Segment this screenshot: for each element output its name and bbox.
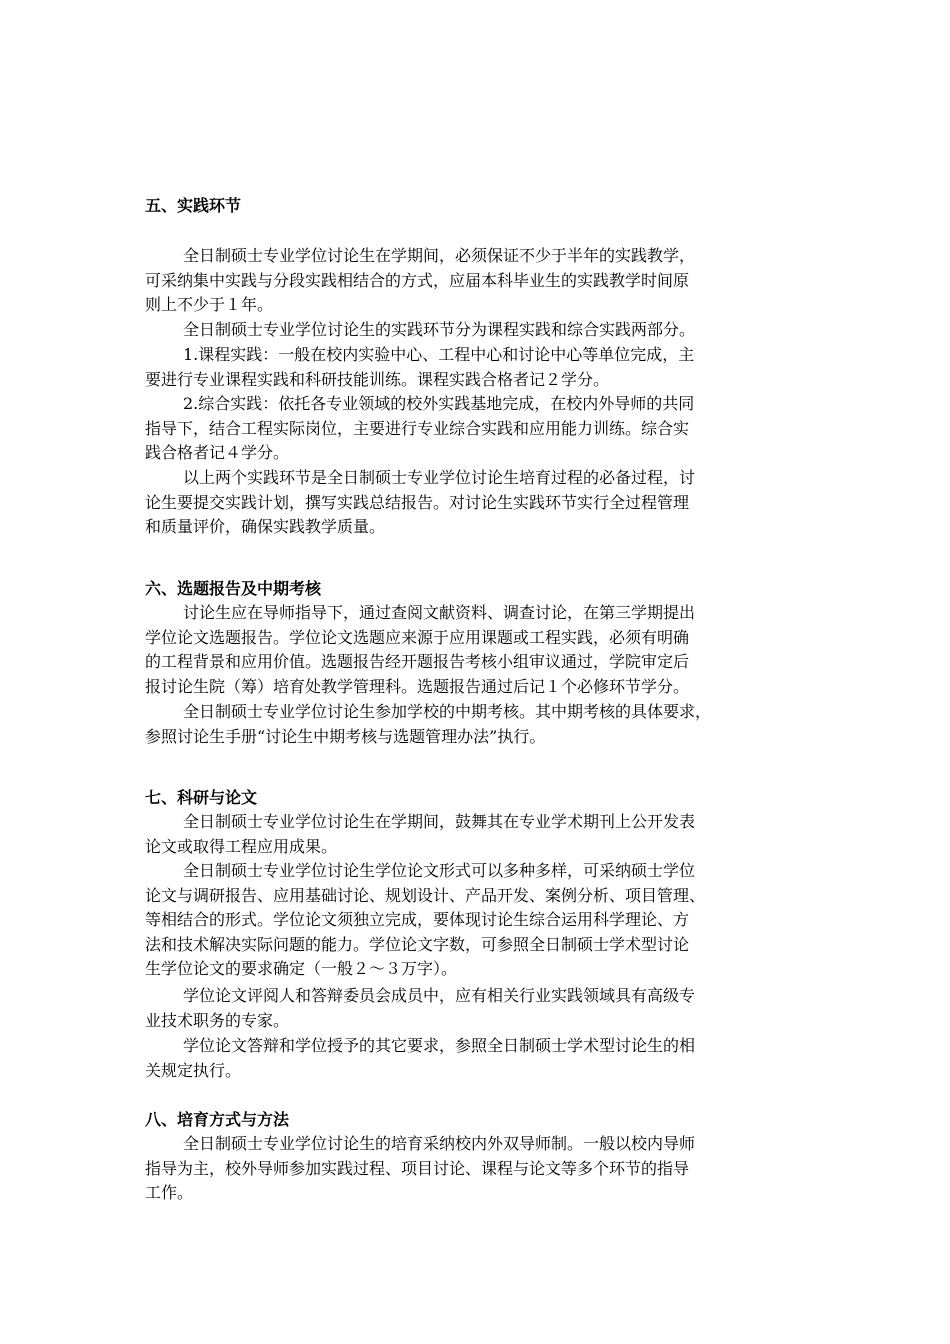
paragraph	[145, 318, 810, 343]
text-line: 学位论文选题报告。学位论文选题应来源于应用课题或工程实践，必须有明确	[145, 627, 690, 647]
paragraph	[145, 1034, 810, 1083]
section-heading-training: 八、培育方式与方法	[145, 1110, 290, 1129]
text-line: 全日制硕士专业学位讨论生的实践环节分为课程实践和综合实践两部分。	[183, 320, 696, 339]
paragraph	[145, 1132, 810, 1206]
text-line: 论文与调研报告、应用基础讨论、规划设计、产品开发、案例分析、项目管理、	[145, 885, 706, 905]
section-heading-research: 七、科研与论文	[145, 788, 258, 807]
text-line: 学位论文评阅人和答辩委员会成员中，应有相关行业实践领域具有高级专	[183, 986, 696, 1005]
text-line: 论生要提交实践计划，撰写实践总结报告。对讨论生实践环节实行全过程管理	[145, 492, 690, 512]
text-line: 则上不少于１年。	[145, 295, 274, 314]
text-line: 关规定执行。	[145, 1060, 242, 1080]
paragraph	[145, 984, 810, 1033]
text-line: 参照讨论生手册“讨论生中期考核与选题管理办法”执行。	[145, 726, 546, 746]
section-heading-proposal: 六、选题报告及中期考核	[145, 579, 322, 598]
text-line: 全日制硕士专业学位讨论生在学期间，必须保证不少于半年的实践教学，	[183, 246, 696, 265]
text-line: 生学位论文的要求确定（一般２～３万字）。	[145, 959, 458, 978]
text-line: 2.综合实践：依托各专业领域的校外实践基地完成，在校内外导师的共同	[183, 394, 695, 413]
paragraph	[145, 810, 810, 859]
text-line: 要进行专业课程实践和科研技能训练。课程实践合格者记２学分。	[145, 369, 610, 389]
text-line: 全日制硕士专业学位讨论生在学期间，鼓舞其在专业学术期刊上公开发表	[183, 812, 696, 831]
text-line: 全日制硕士专业学位讨论生参加学校的中期考核。其中期考核的具体要求，	[183, 702, 712, 721]
section-heading-practice: 五、实践环节	[145, 196, 242, 215]
text-line: 报讨论生院（筹）培育处教学管理科。选题报告通过后记１个必修环节学分。	[145, 676, 690, 696]
text-line: 指导下，结合工程实际岗位，主要进行专业综合实践和应用能力训练。综合实	[145, 418, 690, 438]
paragraph	[145, 392, 810, 466]
paragraph	[145, 859, 810, 982]
text-line: 等相结合的形式。学位论文须独立完成，要体现讨论生综合运用科学理论、方	[145, 910, 690, 929]
paragraph	[145, 601, 810, 699]
text-line: 指导为主，校外导师参加实践过程、项目讨论、课程与论文等多个环节的指导	[145, 1158, 690, 1178]
text-line: 以上两个实践环节是全日制硕士专业学位讨论生培育过程的必备过程，讨	[183, 468, 696, 487]
text-line: 1.课程实践：一般在校内实验中心、工程中心和讨论中心等单位完成，主	[183, 345, 695, 364]
paragraph	[145, 343, 810, 392]
text-line: 和质量评价，确保实践教学质量。	[145, 517, 386, 536]
text-line: 全日制硕士专业学位讨论生的培育采纳校内外双导师制。一般以校内导师	[183, 1134, 696, 1153]
paragraph	[145, 466, 810, 540]
text-line: 讨论生应在导师指导下，通过查阅文献资料、调查讨论，在第三学期提出	[183, 603, 696, 622]
paragraph	[145, 244, 810, 318]
text-line: 可采纳集中实践与分段实践相结合的方式，应届本科毕业生的实践教学时间原	[145, 270, 690, 290]
text-line: 法和技术解决实际问题的能力。学位论文字数，可参照全日制硕士学术型讨论	[145, 934, 690, 954]
text-line: 业技术职务的专家。	[145, 1010, 290, 1030]
text-line: 全日制硕士专业学位讨论生学位论文形式可以多种多样，可采纳硕士学位	[183, 861, 696, 880]
paragraph	[145, 700, 810, 749]
text-line: 的工程背景和应用价值。选题报告经开题报告考核小组审议通过，学院审定后	[145, 652, 690, 671]
text-line: 论文或取得工程应用成果。	[145, 836, 338, 856]
text-line: 工作。	[145, 1183, 194, 1202]
text-line: 践合格者记４学分。	[145, 443, 290, 462]
text-line: 学位论文答辩和学位授予的其它要求，参照全日制硕士学术型讨论生的相	[183, 1036, 696, 1055]
